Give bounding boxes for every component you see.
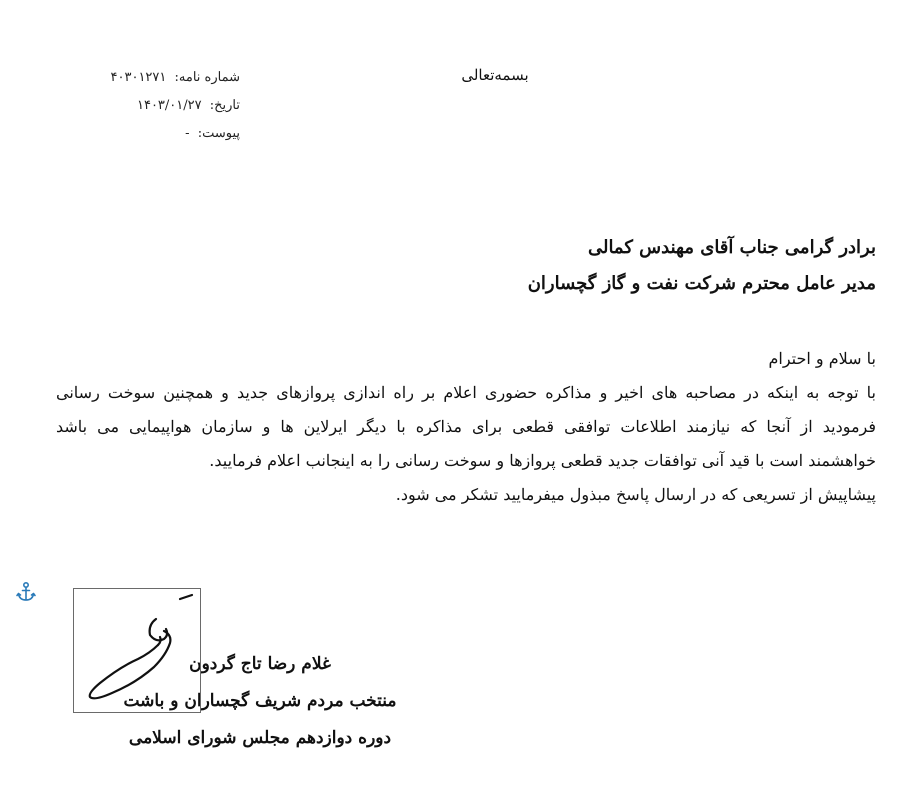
body-line-4: پیشاپیش از تسریعی که در ارسال پاسخ مبذول میفرمایید تشکر می شود.	[395, 485, 876, 504]
signatory-title-1: منتخب مردم شریف گچساران و باشت	[123, 691, 397, 711]
date-value: ۱۴۰۳/۰۱/۲۷	[136, 98, 202, 113]
signatory-title-2: دوره دوازدهم مجلس شورای اسلامی	[128, 728, 392, 748]
letter-number-row	[70, 66, 240, 94]
body-line-2: فرمودید از آنجا که نیازمند اطلاعات توافقی قطعی برای مذاکره با دیگر ایرلاین ها و سازمان هواپیمایی می باشد	[56, 417, 877, 436]
signature-stroke	[74, 589, 200, 712]
attachment-row	[70, 122, 240, 150]
basmala-heading: بسمه‌تعالی	[461, 66, 529, 84]
signatory-name: غلام رضا تاج گردون	[189, 654, 331, 674]
body-line-1: با توجه به اینکه در مصاحبه های اخیر و مذاکره حضوری اعلام بر راه اندازی پروازهای جدید و همچنین سوخت رسانی	[56, 383, 876, 402]
attachment-label: پیوست:	[197, 126, 240, 141]
attachment-value: -	[185, 126, 190, 141]
signature-image[interactable]	[73, 588, 201, 713]
body-line-3: خواهشمند است با قید آنی توافقات جدید قطعی پروازها و سوخت رسانی را به اینجانب اعلام فرمایید.	[209, 451, 876, 470]
addressee-position: مدیر عامل محترم شرکت نفت و گاز گچساران	[527, 273, 876, 294]
letter-metadata	[70, 66, 240, 150]
greeting-line: با سلام و احترام	[768, 349, 876, 368]
letter-number-value: ۴۰۳۰۱۲۷۱	[110, 70, 167, 85]
date-label: تاریخ:	[209, 98, 240, 113]
anchor-icon-graphic	[14, 580, 38, 604]
addressee-name: برادر گرامی جناب آقای مهندس کمالی	[587, 237, 876, 258]
anchor-icon[interactable]	[14, 580, 38, 604]
date-row	[70, 94, 240, 122]
letter-body	[56, 344, 876, 514]
letter-number-label: شماره نامه:	[174, 70, 240, 85]
addressee-block	[76, 234, 876, 306]
